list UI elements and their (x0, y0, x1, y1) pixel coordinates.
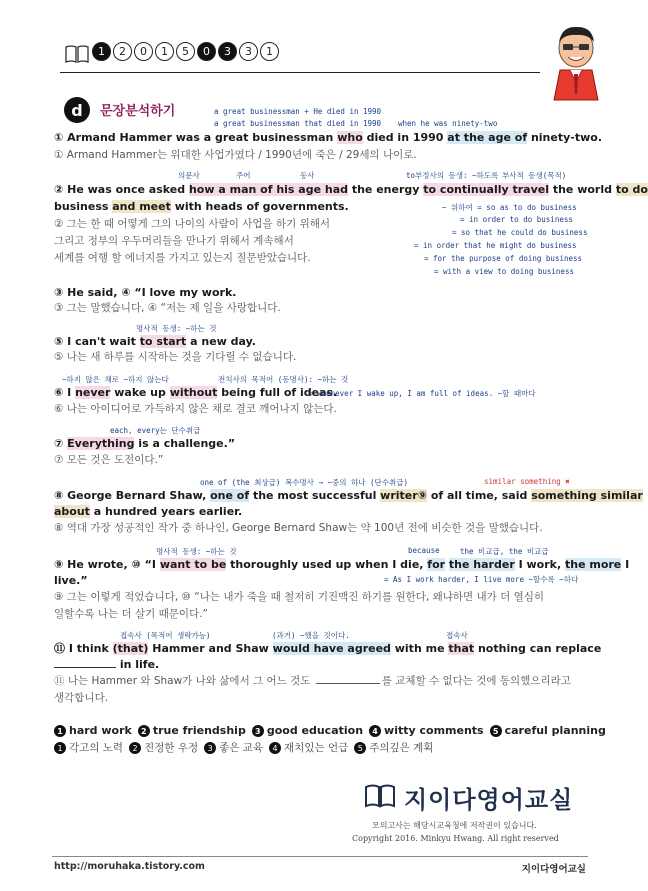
side-note: = in order that he might do business (414, 241, 577, 250)
choice-number: 4 (269, 742, 281, 754)
annotation: 의문사 (178, 171, 200, 180)
choice-text: 각고의 노력 (69, 742, 124, 754)
annotation: when he was ninety-two (398, 119, 498, 128)
side-note: = in order to do business (460, 215, 573, 224)
sentence-5-english: ⑤ I can't wait to start a new day. (54, 335, 256, 348)
teacher-avatar (548, 22, 604, 102)
code-digit: 1 (92, 42, 111, 61)
answer-blank (54, 667, 116, 668)
choice-number: 3 (204, 742, 216, 754)
side-note: = so that he could do business (452, 228, 588, 237)
choice-number: 3 (252, 725, 264, 737)
annotation: a great businessman + He died in 1990 (214, 107, 382, 116)
sentence-8-korean: ⑧ 역대 가장 성공적인 작가 중 하나인, George Bernard Shaw는 약 100년 전에 비슷한 것을 말했습니다. (54, 522, 543, 534)
annotation: one of (the 최상급) 복수명사 → ~중의 하나 (단수취급) (200, 478, 409, 487)
copyright-line: Copyright 2016. Minkyu Hwang. All right reserved (352, 834, 559, 843)
annotation: 전치사의 목적어 (동명사): ~하는 것 (218, 375, 349, 384)
choice-text: true friendship (152, 724, 246, 737)
sentence-2-korean-line2: 그리고 정부의 우두머리들을 만나기 위해서 계속해서 (54, 235, 294, 247)
document-code (92, 42, 279, 61)
choice-text: careful planning (504, 724, 606, 737)
annotation: 동사 (300, 171, 315, 180)
footer-brand: 지이다영어교실 (521, 864, 586, 875)
choice-text: hard work (69, 724, 132, 737)
sentence-9-korean-line2: 일할수록 나는 더 살기 때문이다.” (54, 608, 208, 620)
sentence-3-korean: ③ 그는 말했습니다, ④ “저는 제 일을 사랑합니다. (54, 302, 281, 314)
answer-blank (316, 683, 380, 684)
choice-text: witty comments (384, 724, 484, 737)
sentence-2-korean-line1: ② 그는 한 때 어떻게 그의 나이의 사람이 사업을 하기 위해서 (54, 218, 331, 230)
answer-choices-english (54, 724, 606, 737)
sentence-9-english-line2: live.” (54, 574, 88, 587)
sentence-2-korean-line3: 세계를 여행 할 에너지를 가지고 있는지 질문받았습니다. (54, 252, 311, 264)
logo-book-icon (364, 783, 396, 809)
annotation: to부정사의 동생: ~하도록 (406, 171, 499, 180)
choice-number: 1 (54, 725, 66, 737)
choice-number: 1 (54, 742, 66, 754)
code-digit: 0 (134, 42, 153, 61)
choice-text: 좋은 교육 (219, 742, 264, 754)
brand-logo-text: 지이다영어교실 (404, 786, 574, 814)
side-note: = for the purpose of doing business (424, 254, 583, 263)
sentence-1-korean: ① Armand Hammer는 위대한 사업가였다 / 1990년에 죽은 / 29세의 나이로. (54, 149, 417, 161)
annotation: (과거) ~했을 것이다. (272, 631, 350, 640)
section-title: 문장분석하기 (100, 104, 176, 119)
sentence-8-english-line1: ⑧ George Bernard Shaw, one of the most successful writer⑨ of all time, said something similar (54, 489, 643, 502)
choice-text: 진정한 우정 (144, 742, 199, 754)
sentence-5-korean: ⑤ 나는 새 하루를 시작하는 것을 기다릴 수 없습니다. (54, 351, 297, 363)
sentence-7-english: ⑦ Everything is a challenge.” (54, 437, 236, 450)
annotation: 접속사 (목적어 생략가능) (120, 631, 211, 640)
code-digit: 1 (260, 42, 279, 61)
sentence-3-english: ③ He said, ④ “I love my work. (54, 286, 237, 299)
annotation: because (408, 546, 440, 555)
annotation: = whenever I wake up, I am full of ideas. ~할 때마다 (308, 389, 536, 398)
sentence-8-english-line2: about a hundred years earlier. (54, 505, 243, 518)
copyright-notice: 모의고사는 해당시교육청에 저작권이 있습니다. (372, 821, 537, 830)
code-digit: 3 (239, 42, 258, 61)
choice-number: 2 (138, 725, 150, 737)
sentence-11-english-line2: in life. (54, 656, 159, 673)
annotation: each, every는 단수취급 (110, 426, 201, 435)
code-digit: 0 (197, 42, 216, 61)
code-digit: 2 (113, 42, 132, 61)
sentence-2-english-line1: ② He was once asked how a man of his age had the energy to continually travel the world to do (54, 183, 648, 196)
annotation: 부사적 동생(목적) (502, 171, 567, 180)
annotation: similar something ✖ (484, 477, 570, 486)
sentence-11-korean-line1: ⑪ 나는 Hammer 와 Shaw가 나와 삶에서 그 어느 것도 를 교체할 수 없다는 것에 동의했으리라고 (54, 675, 571, 687)
annotation: a great businessman that died in 1990 (214, 119, 382, 128)
sentence-7-korean: ⑦ 모든 것은 도전이다.” (54, 454, 164, 466)
annotation: = As I work harder, I live more ~할수록 ~하다 (384, 575, 579, 584)
footer-divider (52, 856, 588, 857)
choice-number: 2 (129, 742, 141, 754)
choice-text: 주의깊은 계획 (369, 742, 434, 754)
footer-link[interactable]: http://moruhaka.tistory.com (54, 861, 205, 872)
sentence-11-english-line1: ⑪ I think (that) Hammer and Shaw would have agreed with me that nothing can replace (54, 642, 602, 655)
annotation: ~하지 않은 채로 ~하지 않는다 (62, 375, 169, 384)
choice-number: 4 (369, 725, 381, 737)
sentence-9-english-line1: ⑨ He wrote, ⑩ “I want to be thoroughly used up when I die, for the harder I work, the more I (54, 558, 630, 571)
choice-number: 5 (490, 725, 502, 737)
side-note: = with a view to doing business (434, 267, 574, 276)
side-note: ~ 위하여 = so as to do business (442, 203, 577, 212)
header-divider (60, 72, 540, 73)
sentence-6-korean: ⑥ 나는 아이디어로 가득하지 않은 채로 결코 깨어나지 않는다. (54, 403, 337, 415)
choice-text: 재치있는 언급 (284, 742, 349, 754)
choice-text: good education (266, 724, 364, 737)
annotation: the 비교급, the 비교급 (460, 547, 549, 556)
annotation: 주어 (236, 171, 251, 180)
code-digit: 3 (218, 42, 237, 61)
sentence-1-english: ① Armand Hammer was a great businessman who died in 1990 at the age of ninety-two. (54, 131, 602, 144)
annotation: 접속사 (446, 631, 468, 640)
sentence-11-korean-line2: 생각합니다. (54, 692, 109, 704)
sentence-6-english: ⑥ I never wake up without being full of ideas. (54, 386, 338, 399)
sentence-2-english-line2: business and meet with heads of governments. (54, 200, 349, 213)
book-icon (64, 44, 90, 64)
code-digit: 5 (176, 42, 195, 61)
answer-choices-korean (54, 740, 433, 755)
annotation: 명사적 동생: ~하는 것 (156, 547, 237, 556)
annotation: 명사적 동생: ~하는 것 (136, 324, 217, 333)
cross-icon: ✖ (565, 477, 570, 486)
sentence-9-korean-line1: ⑨ 그는 이렇게 적었습니다, ⑩ “나는 내가 죽을 때 철저히 기진맥진 하기를 원한다, 왜냐하면 내가 더 열심히 (54, 591, 545, 603)
section-badge: d (64, 97, 90, 123)
code-digit: 1 (155, 42, 174, 61)
choice-number: 5 (354, 742, 366, 754)
